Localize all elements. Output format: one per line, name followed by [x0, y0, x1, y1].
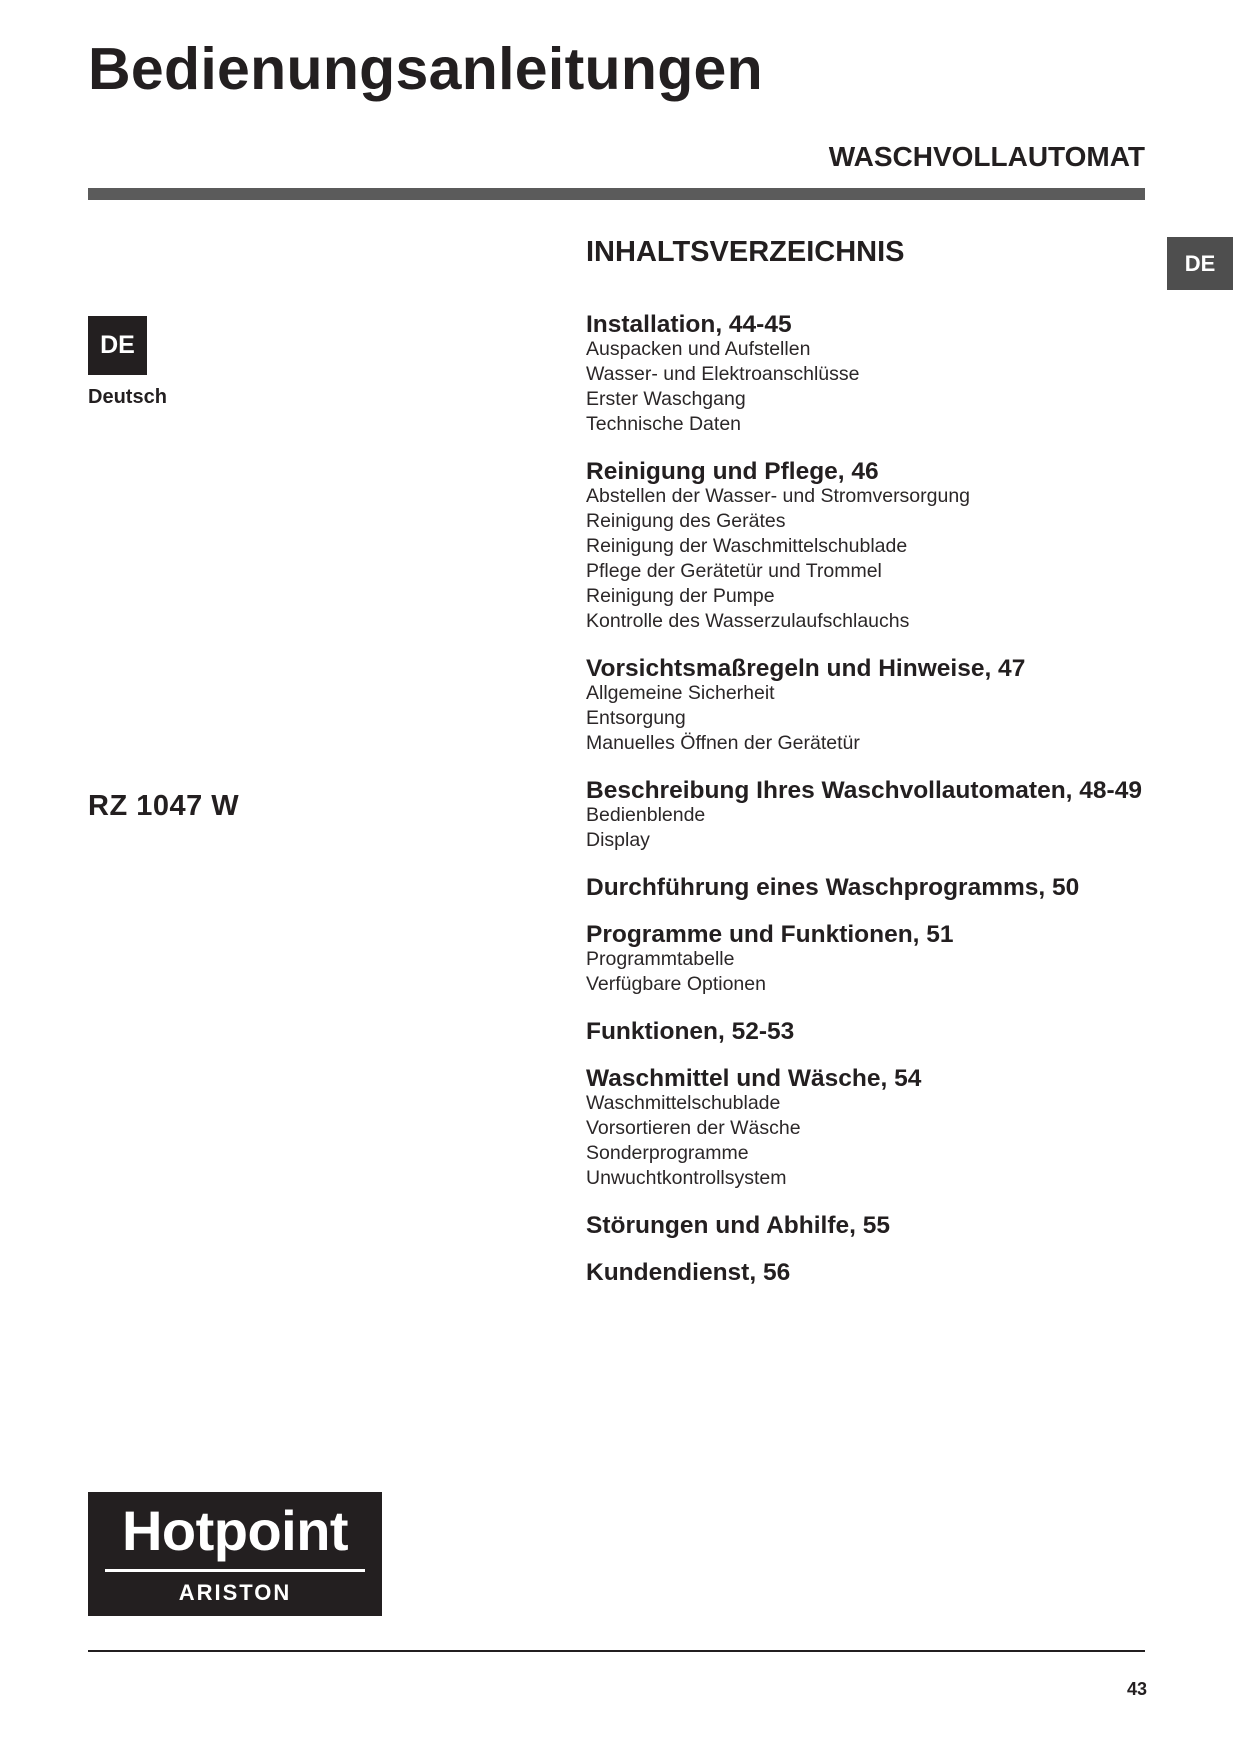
toc-subitem: Verfügbare Optionen [586, 973, 766, 995]
product-subtitle: WASCHVOLLAUTOMAT [828, 141, 1145, 172]
toc-section [586, 875, 1146, 900]
header-divider [88, 188, 1145, 200]
toc-subitem: Display [586, 829, 650, 851]
toc-subitem: Auspacken und Aufstellen [586, 338, 811, 360]
toc-subitem: Sonderprogramme [586, 1142, 749, 1164]
toc-subitem: Manuelles Öffnen der Gerätetür [586, 732, 860, 754]
logo-divider [105, 1569, 365, 1572]
toc-subitem: Entsorgung [586, 707, 686, 729]
toc-subitem: Reinigung der Waschmittelschublade [586, 535, 908, 557]
page-title: Bedienungsanleitungen [88, 36, 764, 102]
toc-section [586, 1260, 1146, 1285]
toc-section [586, 656, 1146, 756]
toc-subitem: Reinigung des Gerätes [586, 510, 786, 532]
language-name: Deutsch [88, 386, 167, 408]
toc-section-title: Vorsichtsmaßregeln und Hinweise, 47 [586, 655, 1026, 682]
toc-subitem: Erster Waschgang [586, 388, 746, 410]
toc-subitem: Wasser- und Elektroanschlüsse [586, 363, 860, 385]
toc-subitem: Pflege der Gerätetür und Trommel [586, 560, 882, 582]
toc-subitem: Abstellen der Wasser- und Stromversorgung [586, 485, 971, 507]
toc-section-title: Reinigung und Pflege, 46 [586, 458, 879, 485]
logo-sub-text: ARISTON [178, 1580, 292, 1605]
toc-section [586, 1019, 1146, 1044]
toc-section-title: Beschreibung Ihres Waschvollautomaten, 48-49 [586, 777, 1142, 804]
toc-subitem: Programmtabelle [586, 948, 735, 970]
toc-section [586, 459, 1146, 634]
toc-subitem: Vorsortieren der Wäsche [586, 1117, 801, 1139]
toc-section-title: Störungen und Abhilfe, 55 [586, 1212, 890, 1239]
toc-section-title: Kundendienst, 56 [586, 1259, 791, 1286]
logo-brand-text: Hotpoint [121, 1499, 349, 1562]
toc-section-title: Programme und Funktionen, 51 [586, 921, 954, 948]
toc-section [586, 1213, 1146, 1238]
toc-subitem: Technische Daten [586, 413, 742, 435]
language-badge: DE [88, 316, 147, 375]
toc-section [586, 778, 1146, 853]
toc-section [586, 312, 1146, 437]
toc-section-title: Funktionen, 52-53 [586, 1018, 795, 1045]
toc-section [586, 922, 1146, 997]
page-number: 43 [1126, 1679, 1147, 1699]
toc-section-title: Waschmittel und Wäsche, 54 [586, 1065, 922, 1092]
model-number: RZ 1047 W [88, 790, 240, 822]
toc-section-title: Installation, 44-45 [586, 311, 792, 338]
toc-heading: INHALTSVERZEICHNIS [586, 236, 905, 268]
footer-divider [88, 1650, 1145, 1652]
toc-subitem: Allgemeine Sicherheit [586, 682, 775, 704]
toc-subitem: Unwuchtkontrollsystem [586, 1167, 787, 1189]
language-side-tab: DE [1167, 237, 1233, 290]
toc-section [586, 1066, 1146, 1191]
toc-subitem: Reinigung der Pumpe [586, 585, 775, 607]
toc-section-title: Durchführung eines Waschprogramms, 50 [586, 874, 1080, 901]
hotpoint-ariston-logo [88, 1492, 382, 1616]
toc-subitem: Bedienblende [586, 804, 706, 826]
toc-subitem: Waschmittelschublade [586, 1092, 781, 1114]
toc-subitem: Kontrolle des Wasserzulaufschlauchs [586, 610, 910, 632]
table-of-contents [586, 312, 1146, 1307]
